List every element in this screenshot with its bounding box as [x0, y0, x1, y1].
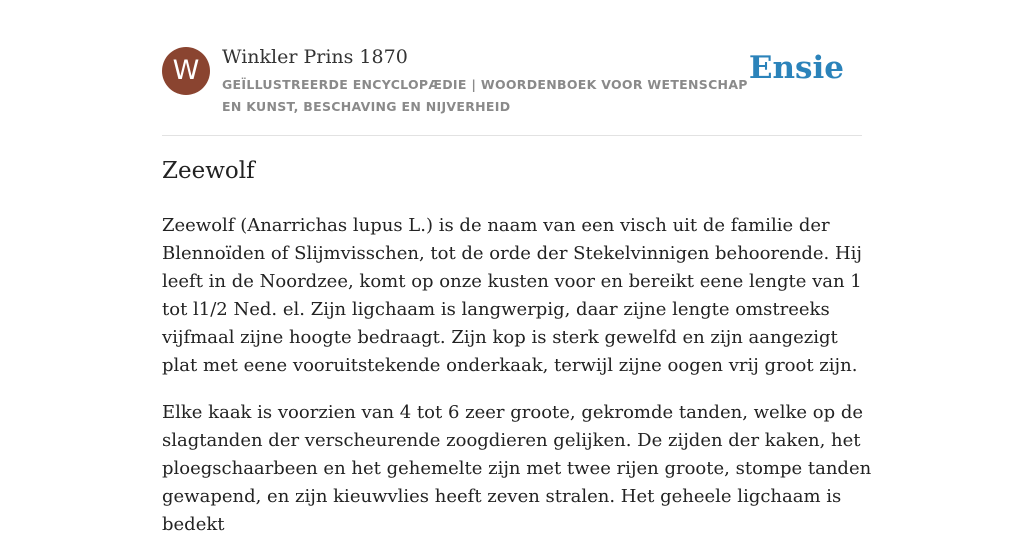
entry-body: [162, 212, 872, 558]
source-avatar[interactable]: W: [162, 47, 210, 95]
ensie-logo-link[interactable]: Ensie: [748, 50, 844, 86]
source-header: [162, 44, 862, 136]
body-paragraph: Zeewolf (Anarrichas lupus L.) is de naam van een visch uit de familie der Blennoïden of Slijmvisschen, tot de orde der Stekelvinnigen behoorende. Hij leeft in de Noordzee, komt op onze kusten voor en bereikt eene lengte van 1 tot l1/2 Ned. el. Zijn ligchaam is langwerpig, daar zijne lengte omstreeks vijfmaal zijne hoogte bedraagt. Zijn kop is sterk gewelfd en zijn aangezigt plat met eene vooruitstekende onderkaak, terwijl zijne oogen vrij groot zijn.: [162, 215, 862, 376]
entry-title: Zeewolf: [162, 158, 255, 184]
body-paragraph: Elke kaak is voorzien van 4 tot 6 zeer groote, gekromde tanden, welke op de slagtanden der verscheurende zoogdieren gelijken. De zijden der kaken, het ploegschaarbeen en het gehemelte zijn met twee rijen groote, stompe tanden gewapend, en zijn kieuwvlies heeft zeven stralen. Het geheele ligchaam is bedekt: [162, 402, 872, 535]
source-title[interactable]: Winkler Prins 1870: [222, 46, 408, 68]
source-subtitle: GEÏLLUSTREERDE ENCYCLOPÆDIE | WOORDENBOEK VOOR WETENSCHAP EN KUNST, BESCHAVING EN NIJVERHEID: [222, 77, 748, 114]
